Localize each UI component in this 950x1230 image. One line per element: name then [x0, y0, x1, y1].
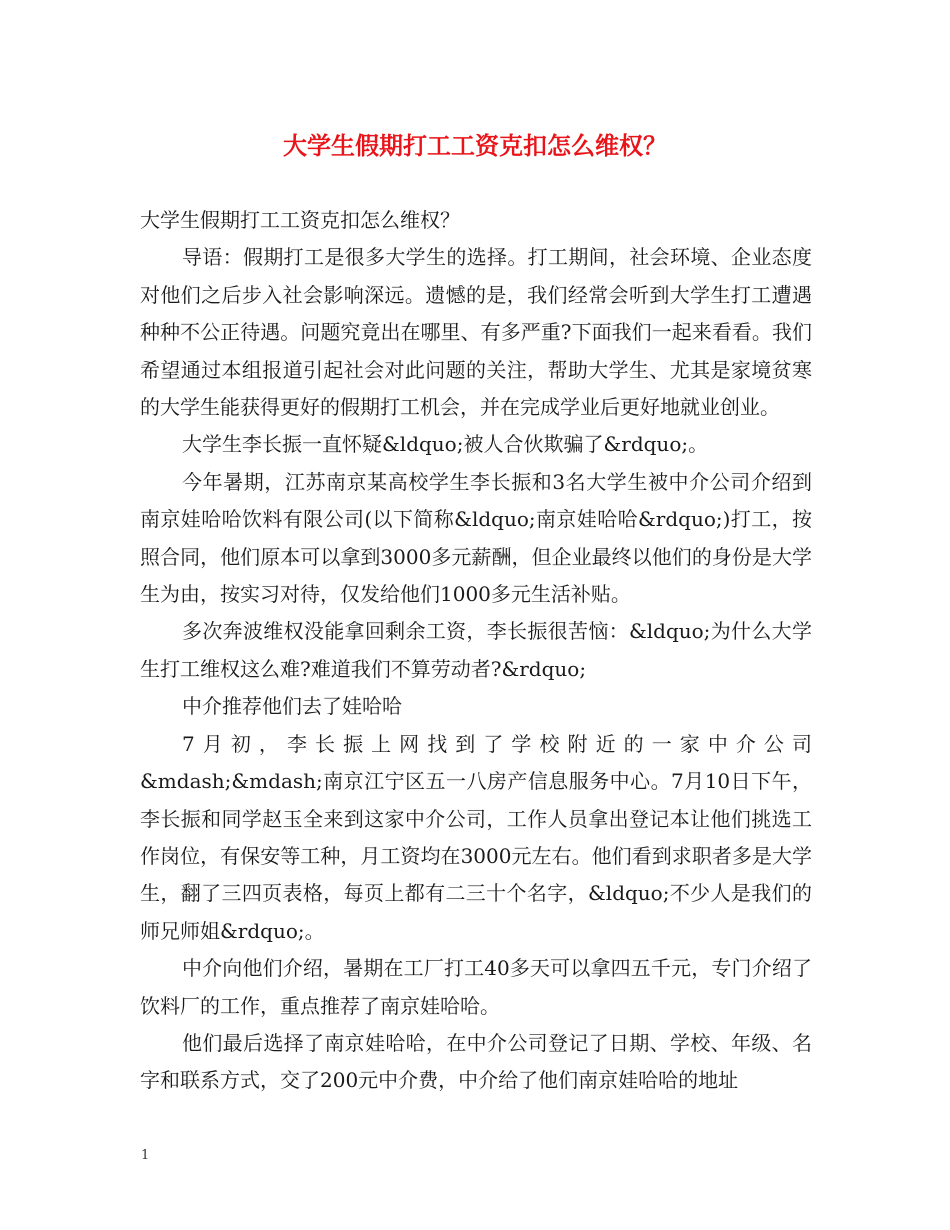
paragraph-subtitle: 大学生假期打工工资克扣怎么维权？ [140, 208, 460, 232]
paragraph: 他们最后选择了南京娃哈哈，在中介公司登记了日期、学校、年级、名字和联系方式，交了200元中介费，中介给了他们南京娃哈哈的地址 [140, 1030, 812, 1093]
paragraph: 多次奔波维权没能拿回剩余工资，李长振很苦恼：&ldquo;为什么大学生打工维权这么难?难道我们不算劳动者?&rdquo; [140, 619, 812, 681]
page-title: 大学生假期打工工资克扣怎么维权？ [283, 131, 667, 160]
paragraph: 7月初，李长振上网找到了学校附近的一家中介公司 [182, 731, 812, 756]
paragraph: 大学生李长振一直怀疑&ldquo;被人合伙欺骗了&rdquo;。 [182, 432, 709, 457]
paragraph: 中介向他们介绍，暑期在工厂打工40多天可以拿四五千元，专门介绍了饮料厂的工作，重点推荐了南京娃哈哈。 [140, 956, 812, 1018]
paragraph-intro: 导语：假期打工是很多大学生的选择。打工期间，社会环境、企业态度对他们之后步入社会影响深远。遗憾的是，我们经常会听到大学生打工遭遇种种不公正待遇。问题究竟出在哪里、有多严重?下面我们一起来看看。我们希望通过本组报道引起社会对此问题的关注，帮助大学生、尤其是家境贫寒的大学生能获得更好的假期打工机会，并在完成学业后更好地就业创业。 [140, 245, 812, 420]
page-number: 1 [141, 1148, 150, 1163]
document-body [140, 202, 812, 1100]
paragraph: &mdash;&mdash;南京江宁区五一八房产信息服务中心。7月10日下午，李长振和同学赵玉全来到这家中介公司，工作人员拿出登记本让他们挑选工作岗位，有保安等工种，月工资均在3000元左右。他们看到求职者多是大学生，翻了三四页表格，每页上都有二三十个名字，&ldquo;不少人是我们的师兄师姐&rdquo;。 [140, 769, 812, 943]
section-heading: 中介推荐他们去了娃哈哈 [182, 694, 402, 719]
paragraph: 今年暑期，江苏南京某高校学生李长振和3名大学生被中介公司介绍到南京娃哈哈饮料有限公司(以下简称&ldquo;南京娃哈哈&rdquo;)打工，按照合同，他们原本可以拿到3000多元薪酬，但企业最终以他们的身份是大学生为由，按实习对待，仅发给他们1000多元生活补贴。 [140, 469, 812, 607]
